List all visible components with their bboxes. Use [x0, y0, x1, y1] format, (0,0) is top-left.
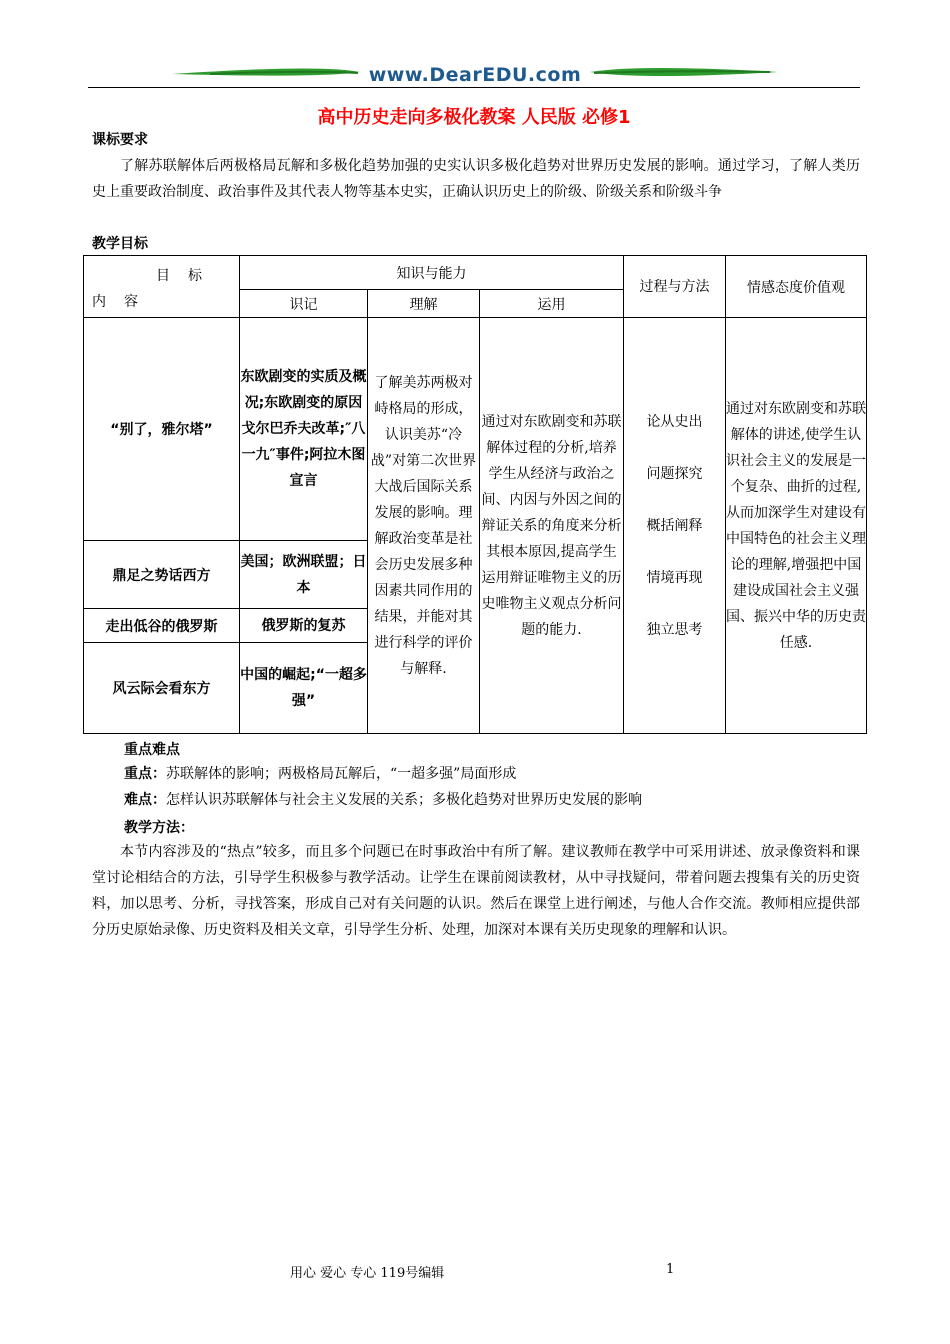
objectives-table [83, 255, 867, 734]
attitude-cell: 通过对东欧剧变和苏联解体的讲述,使学生认识社会主义的发展是一个复杂、曲折的过程,从而加深学生对建设有中国特色的社会主义理论的理解,增强把中国建设成国社会主义强国、振兴中华的历史责任感. [726, 318, 867, 734]
difficult-text: 怎样认识苏联解体与社会主义发展的关系；多极化趋势对世界历史发展的影响 [166, 792, 642, 808]
header-understand: 理解 [368, 290, 480, 318]
objectives-heading: 教学目标 [92, 236, 148, 252]
curriculum-text: 了解苏联解体后两极格局瓦解和多极化趋势加强的史实认识多极化趋势对世界历史发展的影响。通过学习，了解人类历史上重要政治制度、政治事件及其代表人物等基本史实，正确认识历史上的阶级、阶级关系和阶级斗争 [92, 158, 860, 200]
keypoints-heading: 重点难点 [124, 742, 180, 758]
header-goal-content-cell [84, 256, 240, 318]
method-item: 论从史出 [646, 413, 703, 430]
methods-list [624, 409, 725, 643]
recall-cell: 东欧剧变的实质及概况;东欧剧变的原因 戈尔巴乔夫改革;″八一九″事件;阿拉木图宣言 [240, 318, 368, 541]
method-item: 独立思考 [646, 621, 703, 638]
method-item: 问题探究 [646, 465, 703, 482]
apply-cell: 通过对东欧剧变和苏联解体过程的分析,培养学生从经济与政治之间、内因与外因之间的辩证关系的角度来分析其根本原因,提高学生运用辩证唯物主义的历史唯物主义观点分析问题的能力. [480, 318, 624, 734]
table-header-row [84, 256, 867, 290]
unit-cell: 风云际会看东方 [84, 643, 240, 734]
header-attitude: 情感态度价值观 [726, 256, 867, 318]
document-title: 高中历史走向多极化教案 人民版 必修1 [317, 107, 631, 128]
header-process-method: 过程与方法 [624, 256, 726, 318]
recall-cell: 俄罗斯的复苏 [240, 609, 368, 643]
curriculum-heading: 课标要求 [92, 132, 148, 148]
difficult-label: 难点： [124, 792, 166, 808]
page-number: 1 [666, 1262, 675, 1277]
header-apply: 运用 [480, 290, 624, 318]
difficult-point-line [124, 787, 860, 813]
header-knowledge: 知识与能力 [240, 256, 624, 290]
unit-cell: “别了，雅尔塔” [84, 318, 240, 541]
methods-cell [624, 318, 726, 734]
header-divider [88, 87, 860, 88]
method-item: 概括阐释 [646, 517, 703, 534]
key-point-line [124, 761, 860, 787]
header-content: 内容 [92, 293, 156, 310]
table-row [84, 318, 867, 541]
unit-cell: 鼎足之势话西方 [84, 541, 240, 609]
unit-cell: 走出低谷的俄罗斯 [84, 609, 240, 643]
header-recall: 识记 [240, 290, 368, 318]
logo-text[interactable]: www.DearEDU.com [368, 64, 582, 86]
footer-text: 用心 爱心 专心 119号编辑 [290, 1266, 445, 1281]
key-label: 重点： [124, 766, 166, 782]
recall-cell: 中国的崛起;“一超多强” [240, 643, 368, 734]
method-text: 本节内容涉及的“热点”较多，而且多个问题已在时事政治中有所了解。建议教师在教学中可采用讲述、放录像资料和课堂讨论相结合的方法，引导学生积极参与教学活动。让学生在课前阅读教材，从中寻找疑问，带着问题去搜集有关的历史资料，加以思考、分析，寻找答案，形成自己对有关问题的认识。然后在课堂上进行阐述，与他人合作交流。教师相应提供部分历史原始录像、历史资料及相关文章，引导学生分析、处理，加深对本课有关历史现象的理解和认识。 [92, 844, 860, 938]
header-goal: 目标 [156, 267, 220, 284]
header-logo [170, 60, 780, 90]
key-text: 苏联解体的影响；两极格局瓦解后，“一超多强”局面形成 [166, 766, 517, 782]
understand-cell: 了解美苏两极对峙格局的形成，认识美苏“冷战”对第二次世界大战后国际关系发展的影响。理解政治变革是社会历史发展多种因素共同作用的结果，并能对其进行科学的评价与解释. [368, 318, 480, 734]
method-heading: 教学方法： [124, 820, 194, 836]
method-item: 情境再现 [646, 569, 703, 586]
recall-cell: 美国；欧洲联盟；日本 [240, 541, 368, 609]
